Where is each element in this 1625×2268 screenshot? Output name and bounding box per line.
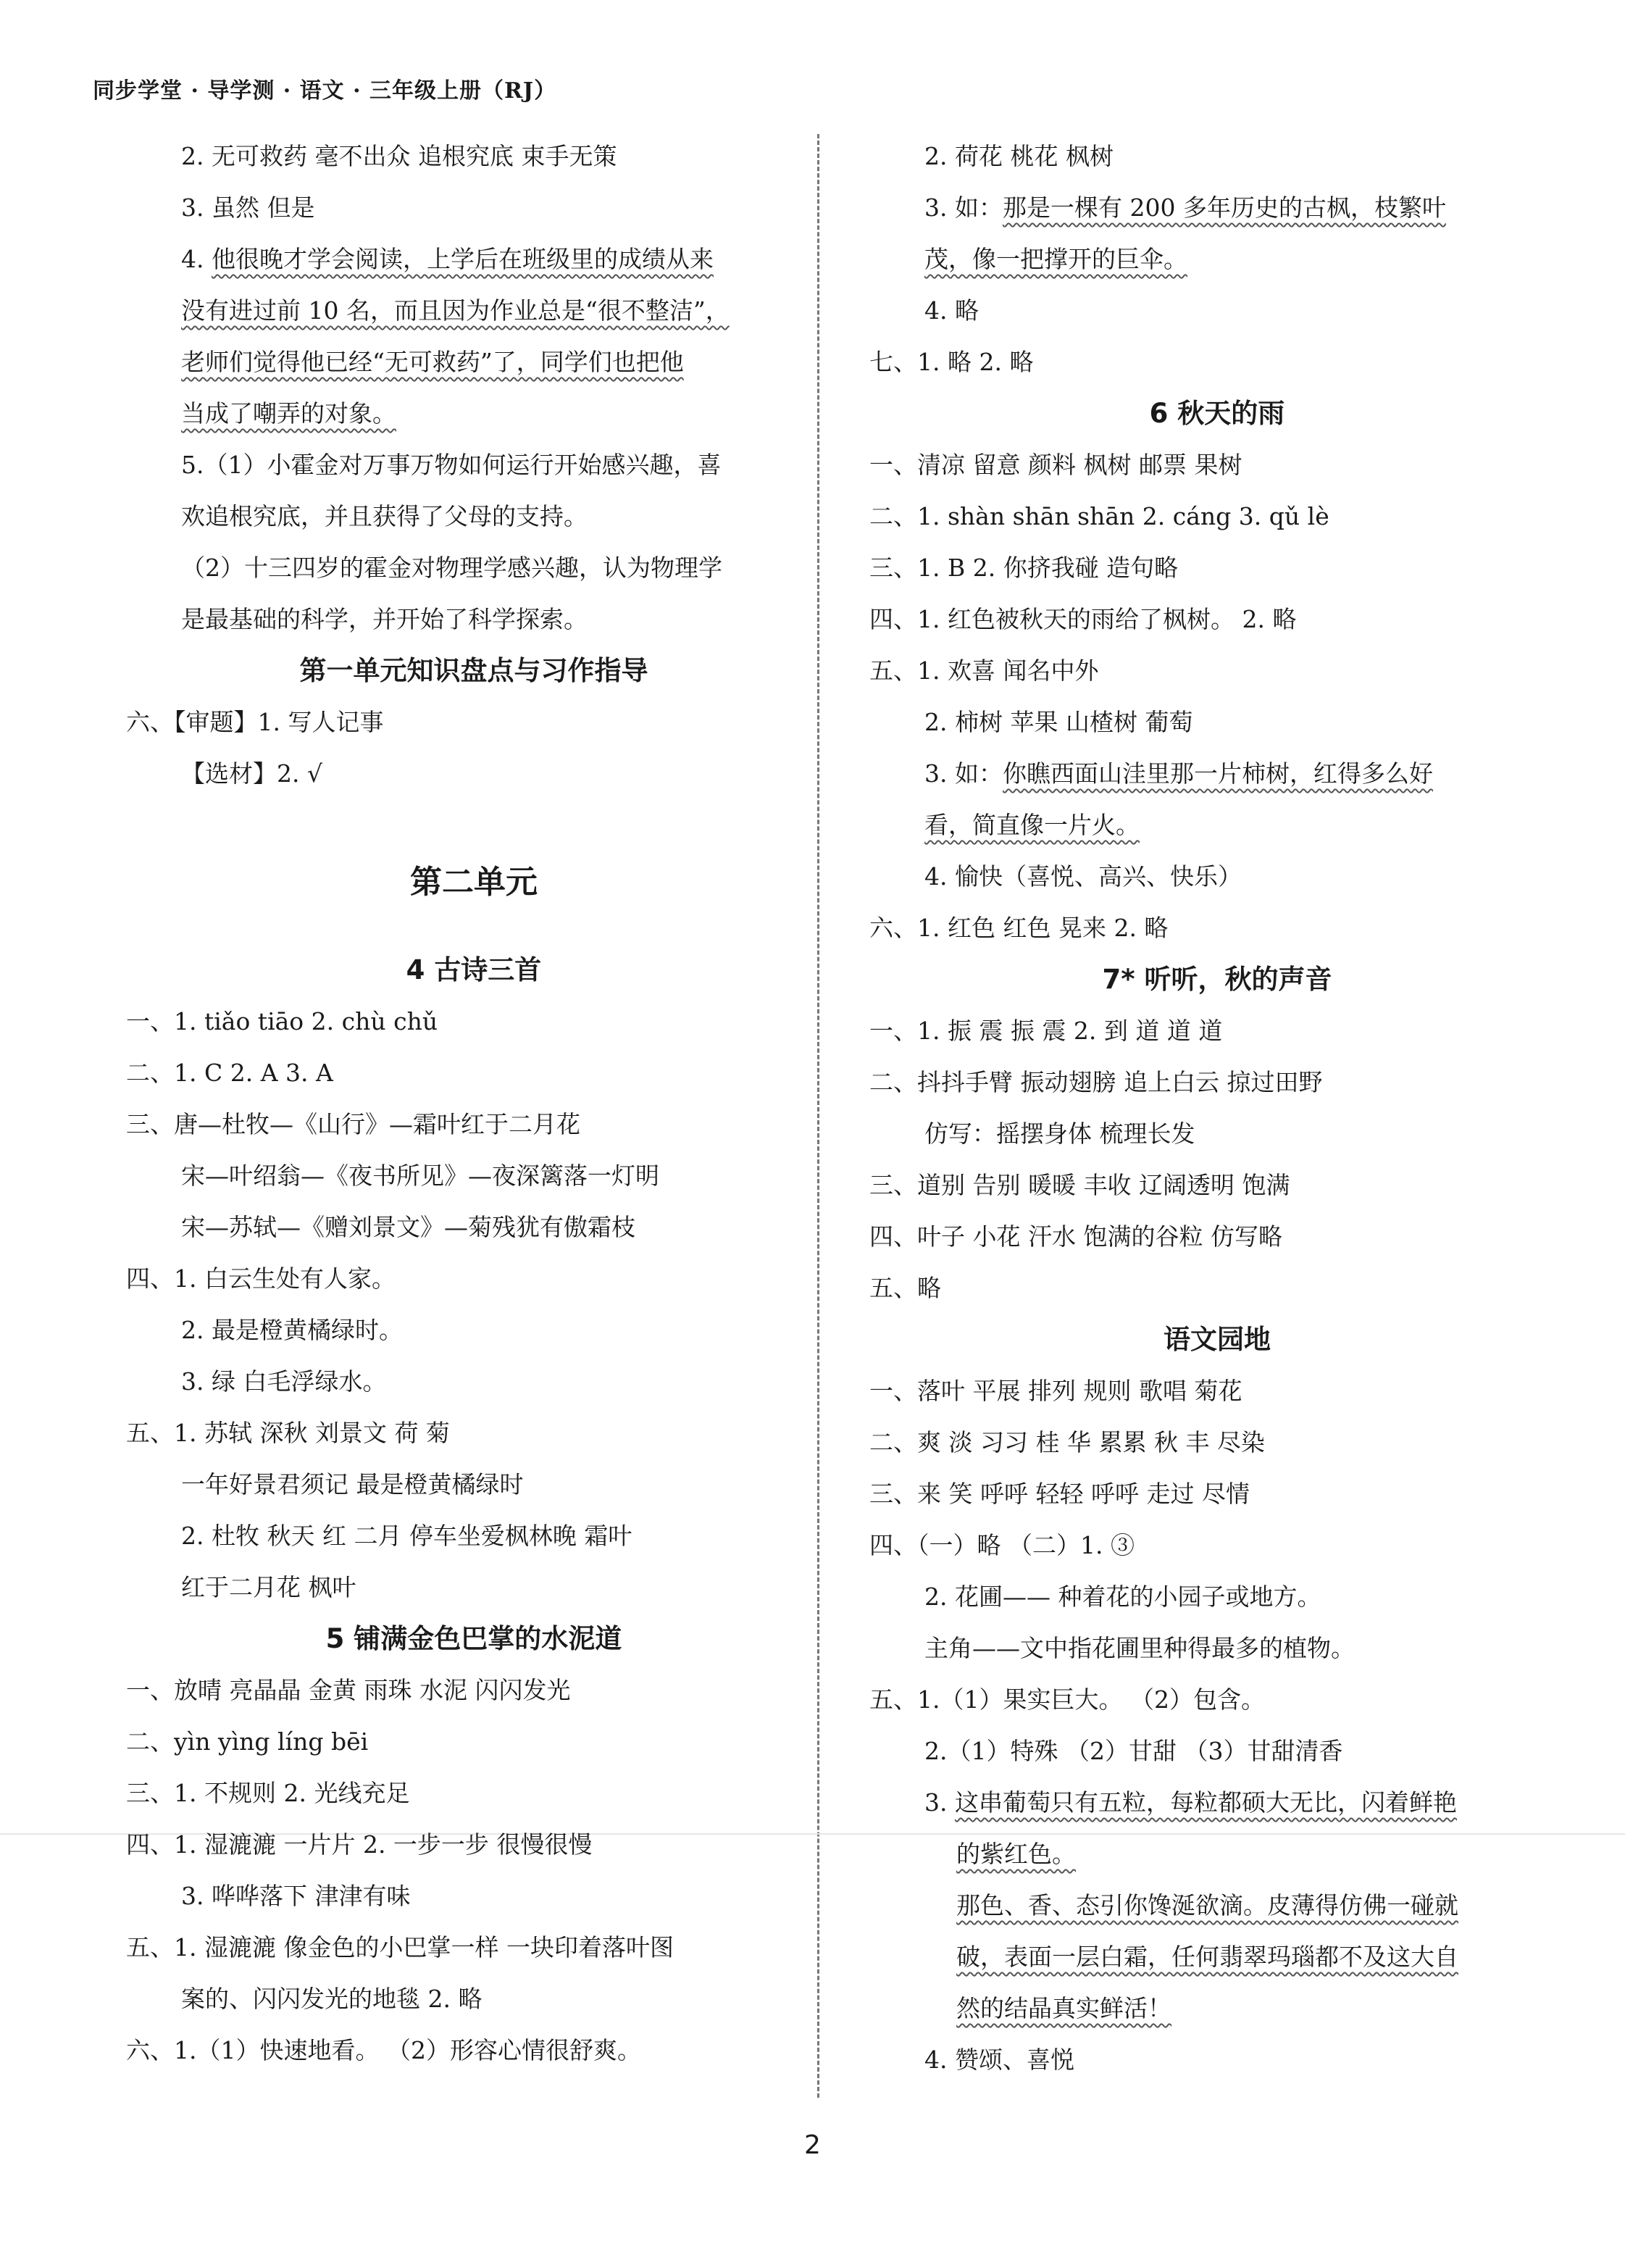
answer-line: 2. 柿树 苹果 山楂树 葡萄 <box>924 708 1193 736</box>
answer-line: 六、1.（1）快速地看。 （2）形容心情很舒爽。 <box>126 2036 641 2064</box>
item-number: 3. <box>924 1788 955 1817</box>
answer-line: 宋—叶绍翁—《夜书所见》—夜深篱落一灯明 <box>181 1162 659 1190</box>
answer-line <box>869 182 1565 233</box>
answer-line: 四、1. 白云生处有人家。 <box>126 1264 396 1293</box>
underlined-answer: 那是一棵有 200 多年历史的古枫，枝繁叶 <box>1002 193 1446 222</box>
item-number: 3. 如： <box>924 193 1003 222</box>
answer-line <box>869 1777 1565 1828</box>
answer-line <box>126 285 822 336</box>
underlined-answer: 当成了嘲弄的对象。 <box>181 399 396 428</box>
lesson-heading: 4 古诗三首 <box>406 954 542 985</box>
answer-line: 四、（一）略 （二）1. ③ <box>869 1531 1135 1559</box>
answer-line: 四、1. 红色被秋天的雨给了枫树。 2. 略 <box>869 605 1297 633</box>
answer-line: 4. 略 <box>924 296 979 325</box>
underlined-answer: 那色、香、态引你馋涎欲滴。皮薄得仿佛一碰就 <box>956 1891 1458 1919</box>
lesson-heading: 5 铺满金色巴掌的水泥道 <box>325 1623 622 1654</box>
answer-line: 二、1. C 2. A 3. A <box>126 1059 333 1087</box>
answer-line: 五、1. 湿漉漉 像金色的小巴掌一样 一块印着落叶图 <box>126 1933 674 1961</box>
underlined-answer: 这串葡萄只有五粒，每粒都硕大无比，闪着鲜艳 <box>954 1788 1457 1817</box>
right-column <box>869 130 1565 2085</box>
answer-line: 欢追根究底，并且获得了父母的支持。 <box>181 502 588 530</box>
answer-line: 【选材】2. √ <box>181 759 323 788</box>
answer-line: 三、来 笑 呼呼 轻轻 呼呼 走过 尽情 <box>869 1480 1250 1508</box>
underlined-answer: 没有进过前 10 名，而且因为作业总是“很不整洁”， <box>181 296 730 325</box>
page-number: 2 <box>804 2130 821 2160</box>
answer-line: 3. 绿 白毛浮绿水。 <box>181 1367 387 1396</box>
underlined-answer: 你瞧西面山洼里那一片柿树，红得多么好 <box>1002 759 1433 788</box>
answer-line <box>126 388 822 439</box>
underlined-answer: 茂，像一把撑开的巨伞。 <box>924 245 1187 273</box>
answer-line: 二、yìn yìng líng bēi <box>126 1727 369 1756</box>
answer-line: 2. 无可救药 毫不出众 追根究底 束手无策 <box>181 142 617 170</box>
lesson-heading: 6 秋天的雨 <box>1149 398 1285 429</box>
answer-line: 一、落叶 平展 排列 规则 歌唱 菊花 <box>869 1377 1242 1405</box>
underlined-answer: 然的结晶真实鲜活！ <box>956 1994 1171 2022</box>
unit-title: 第二单元 <box>410 864 538 901</box>
answer-line: 六、【审题】1. 写人记事 <box>126 708 384 736</box>
answer-line: 红于二月花 枫叶 <box>181 1573 356 1601</box>
answer-line: 案的、闪闪发光的地毯 2. 略 <box>181 1985 483 2013</box>
underlined-answer: 破，表面一层白霜，任何翡翠玛瑙都不及这大自 <box>956 1943 1458 1971</box>
answer-line: 3. 哗哗落下 津津有味 <box>181 1882 411 1910</box>
answer-line: （2）十三四岁的霍金对物理学感兴趣，认为物理学 <box>181 554 722 582</box>
answer-line: 二、抖抖手臂 振动翅膀 追上白云 掠过田野 <box>869 1068 1323 1096</box>
answer-line <box>126 233 822 285</box>
answer-line: 主角——文中指花圃里种得最多的植物。 <box>924 1634 1355 1662</box>
answer-line: 一、清凉 留意 颜料 枫树 邮票 果树 <box>869 451 1242 479</box>
answer-line <box>869 799 1565 851</box>
answer-line: 五、略 <box>869 1274 941 1302</box>
answer-line: 仿写：摇摆身体 梳理长发 <box>924 1120 1195 1148</box>
answer-line: 2. 杜牧 秋天 红 二月 停车坐爱枫林晚 霜叶 <box>181 1522 632 1550</box>
answer-line: 五、1. 苏轼 深秋 刘景文 荷 菊 <box>126 1419 450 1447</box>
answer-line <box>869 233 1565 285</box>
answer-line: 4. 赞颂、喜悦 <box>924 2046 1074 2074</box>
answer-line: 是最基础的科学，并开始了科学探索。 <box>181 605 588 633</box>
answer-line: 四、叶子 小花 汗水 饱满的谷粒 仿写略 <box>869 1222 1282 1251</box>
lesson-heading: 7* 听听，秋的声音 <box>1102 964 1332 995</box>
answer-line: 2. 最是橙黄橘绿时。 <box>181 1316 403 1344</box>
answer-line: 三、唐—杜牧—《山行》—霜叶红于二月花 <box>126 1110 580 1138</box>
item-number: 3. 如： <box>924 759 1003 788</box>
lesson-heading: 语文园地 <box>1164 1324 1271 1355</box>
answer-line: 一、1. tiǎo tiāo 2. chù chǔ <box>126 1007 438 1035</box>
page-header: 同步学堂 · 导学测 · 语文 · 三年级上册（RJ） <box>93 78 557 104</box>
answer-line: 四、1. 湿漉漉 一片片 2. 一步一步 很慢很慢 <box>126 1830 593 1859</box>
answer-line <box>869 1931 1565 1983</box>
answer-line: 一年好景君须记 最是橙黄橘绿时 <box>181 1470 524 1498</box>
answer-line: 2. 荷花 桃花 枫树 <box>924 142 1114 170</box>
item-number: 4. <box>181 245 212 273</box>
underlined-answer: 的紫红色。 <box>956 1840 1076 1868</box>
answer-line: 三、1. 不规则 2. 光线充足 <box>126 1779 410 1807</box>
answer-line <box>869 1880 1565 1931</box>
answer-line: 二、爽 淡 习习 桂 华 累累 秋 丰 尽染 <box>869 1428 1265 1456</box>
answer-line: 2. 花圃—— 种着花的小园子或地方。 <box>924 1583 1321 1611</box>
answer-line: 一、1. 振 震 振 震 2. 到 道 道 道 <box>869 1017 1223 1045</box>
answer-line: 五、1. 欢喜 闻名中外 <box>869 656 1099 685</box>
answer-line <box>126 336 822 388</box>
answer-line: 五、1.（1）果实巨大。 （2）包含。 <box>869 1685 1265 1714</box>
underlined-answer: 看，简直像一片火。 <box>924 811 1140 839</box>
underlined-answer: 老师们觉得他已经“无可救药”了，同学们也把他 <box>181 348 684 376</box>
answer-line: 4. 愉快（喜悦、高兴、快乐） <box>924 862 1242 891</box>
answer-line: 2.（1）特殊 （2）甘甜 （3）甘甜清香 <box>924 1737 1343 1765</box>
answer-line <box>869 1983 1565 2034</box>
left-column <box>126 130 822 2076</box>
answer-line: 三、1. B 2. 你挤我碰 造句略 <box>869 554 1179 582</box>
answer-line: 3. 虽然 但是 <box>181 193 315 222</box>
answer-line: 二、1. shàn shān shān 2. cáng 3. qǔ lè <box>869 502 1329 530</box>
underlined-answer: 他很晚才学会阅读，上学后在班级里的成绩从来 <box>211 245 714 273</box>
answer-line <box>869 748 1565 799</box>
answer-line: 六、1. 红色 红色 晃来 2. 略 <box>869 914 1169 942</box>
answer-line: 三、道别 告别 暖暖 丰收 辽阔透明 饱满 <box>869 1171 1290 1199</box>
answer-line <box>869 1828 1565 1880</box>
answer-line: 一、放晴 亮晶晶 金黄 雨珠 水泥 闪闪发光 <box>126 1676 571 1704</box>
answer-line: 七、1. 略 2. 略 <box>869 348 1034 376</box>
answer-line: 5.（1）小霍金对万事万物如何运行开始感兴趣，喜 <box>181 451 722 479</box>
answer-line: 宋—苏轼—《赠刘景文》—菊残犹有傲霜枝 <box>181 1213 635 1241</box>
section-heading: 第一单元知识盘点与习作指导 <box>299 655 648 686</box>
